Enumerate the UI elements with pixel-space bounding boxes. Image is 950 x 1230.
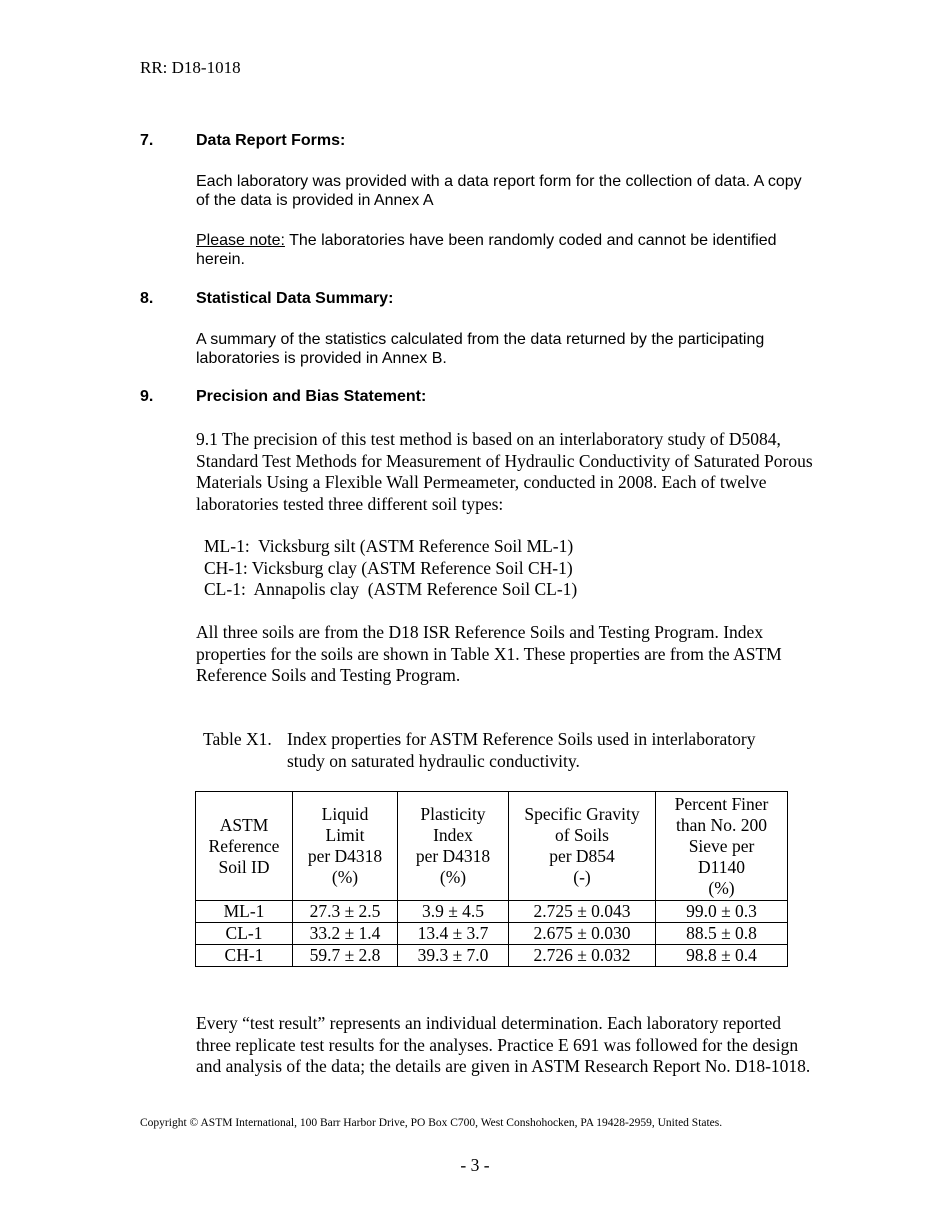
table-cell: 3.9 ± 4.5	[398, 901, 509, 923]
header-line: Specific Gravity	[524, 804, 640, 824]
section-9-paragraph-2: All three soils are from the D18 ISR Reference Soils and Testing Program. Index properties for the soils are shown in Table X1. These properties are from the ASTM Reference Soils and Testing Program.	[196, 622, 782, 685]
table-cell: 88.5 ± 0.8	[656, 923, 788, 945]
note-label: Please note:	[196, 232, 285, 249]
section-7-note	[196, 231, 816, 269]
table-cell: ML-1	[196, 901, 293, 923]
header-line: Index	[433, 825, 473, 845]
section-9-paragraph-3: Every “test result” represents an individual determination. Each laboratory reported three replicate test results for the analyses. Practice E 691 was followed for the design and analysis of the data; the details are given in ASTM Research Report No. D18-1018.	[196, 1013, 811, 1076]
table-row	[196, 901, 788, 923]
section-9-paragraph-1: 9.1 The precision of this test method is based on an interlaboratory study of D5084, Standard Test Methods for Measurement of Hydraulic Conductivity of Saturated Porous Materials Using a Flexible Wall Permeameter, conducted in 2008. Each of twelve laboratories tested three different soil types:	[196, 429, 813, 514]
header-line: (-)	[573, 867, 591, 887]
header-line: than No. 200	[676, 814, 767, 835]
header-line: D1140	[698, 856, 745, 877]
header-line: Soil ID	[218, 856, 270, 877]
header-line: (%)	[708, 877, 735, 898]
table-cell: 33.2 ± 1.4	[293, 923, 398, 945]
header-specific-gravity	[509, 792, 656, 901]
soil-item: ML-1: Vicksburg silt (ASTM Reference Soil ML-1)	[204, 536, 574, 556]
soil-list	[204, 536, 577, 601]
section-7-paragraph: Each laboratory was provided with a data report form for the collection of data. A copy of the data is provided in Annex A	[196, 173, 802, 209]
table-cell: 39.3 ± 7.0	[398, 945, 509, 967]
header-liquid-limit	[293, 792, 398, 901]
header-line: (%)	[439, 867, 467, 887]
header-line: Reference	[208, 835, 280, 856]
table-caption-label: Table X1.	[203, 729, 272, 749]
index-properties-table	[195, 791, 788, 967]
section-7-number: 7.	[140, 132, 154, 149]
header-soil-id	[196, 792, 293, 901]
page-number: - 3 -	[460, 1155, 490, 1175]
header-line: Plasticity	[420, 804, 486, 824]
header-line: ASTM	[219, 814, 269, 835]
header-line: per D854	[549, 846, 615, 866]
table-cell: 99.0 ± 0.3	[656, 901, 788, 923]
header-line: (%)	[331, 867, 359, 887]
table-caption-line-1: Index properties for ASTM Reference Soils used in interlaboratory	[287, 729, 756, 749]
table-row	[196, 923, 788, 945]
table-caption-line-2: study on saturated hydraulic conductivity.	[287, 750, 580, 771]
header-percent-finer	[656, 792, 788, 901]
header-line: per D4318	[307, 846, 383, 866]
header-line: Limit	[325, 825, 365, 845]
section-8-number: 8.	[140, 290, 154, 307]
header-line: per D4318	[415, 846, 491, 866]
copyright-footer: Copyright © ASTM International, 100 Barr Harbor Drive, PO Box C700, West Conshohocken, PA 19428-2959, United States.	[140, 1117, 723, 1129]
section-8-title: Statistical Data Summary:	[196, 290, 394, 307]
table-caption	[203, 729, 755, 772]
header-line: of Soils	[555, 825, 609, 845]
header-line: Sieve per	[688, 835, 755, 856]
report-id-header: RR: D18-1018	[140, 58, 241, 77]
table-cell: 27.3 ± 2.5	[293, 901, 398, 923]
header-line: Percent Finer	[674, 793, 769, 814]
table-row	[196, 945, 788, 967]
header-line: Liquid	[321, 804, 369, 824]
soil-item: CL-1: Annapolis clay (ASTM Reference Soil CL-1)	[204, 579, 578, 599]
table-cell: CH-1	[196, 945, 293, 967]
table-cell: 2.725 ± 0.043	[509, 901, 656, 923]
table-cell: CL-1	[196, 923, 293, 945]
table-cell: 2.726 ± 0.032	[509, 945, 656, 967]
header-plasticity-index	[398, 792, 509, 901]
section-8-paragraph: A summary of the statistics calculated from the data returned by the participating laboratories is provided in Annex B.	[196, 331, 765, 367]
section-9-title: Precision and Bias Statement:	[196, 388, 427, 405]
soil-item: CH-1: Vicksburg clay (ASTM Reference Soil CH-1)	[204, 557, 573, 578]
section-9-number: 9.	[140, 388, 154, 405]
table-cell: 13.4 ± 3.7	[398, 923, 509, 945]
table-header-row	[196, 792, 788, 901]
table-cell: 59.7 ± 2.8	[293, 945, 398, 967]
table-cell: 2.675 ± 0.030	[509, 923, 656, 945]
table-cell: 98.8 ± 0.4	[656, 945, 788, 967]
note-text: The laboratories have been randomly coded and cannot be identified herein.	[196, 232, 777, 268]
section-7-title: Data Report Forms:	[196, 132, 346, 149]
